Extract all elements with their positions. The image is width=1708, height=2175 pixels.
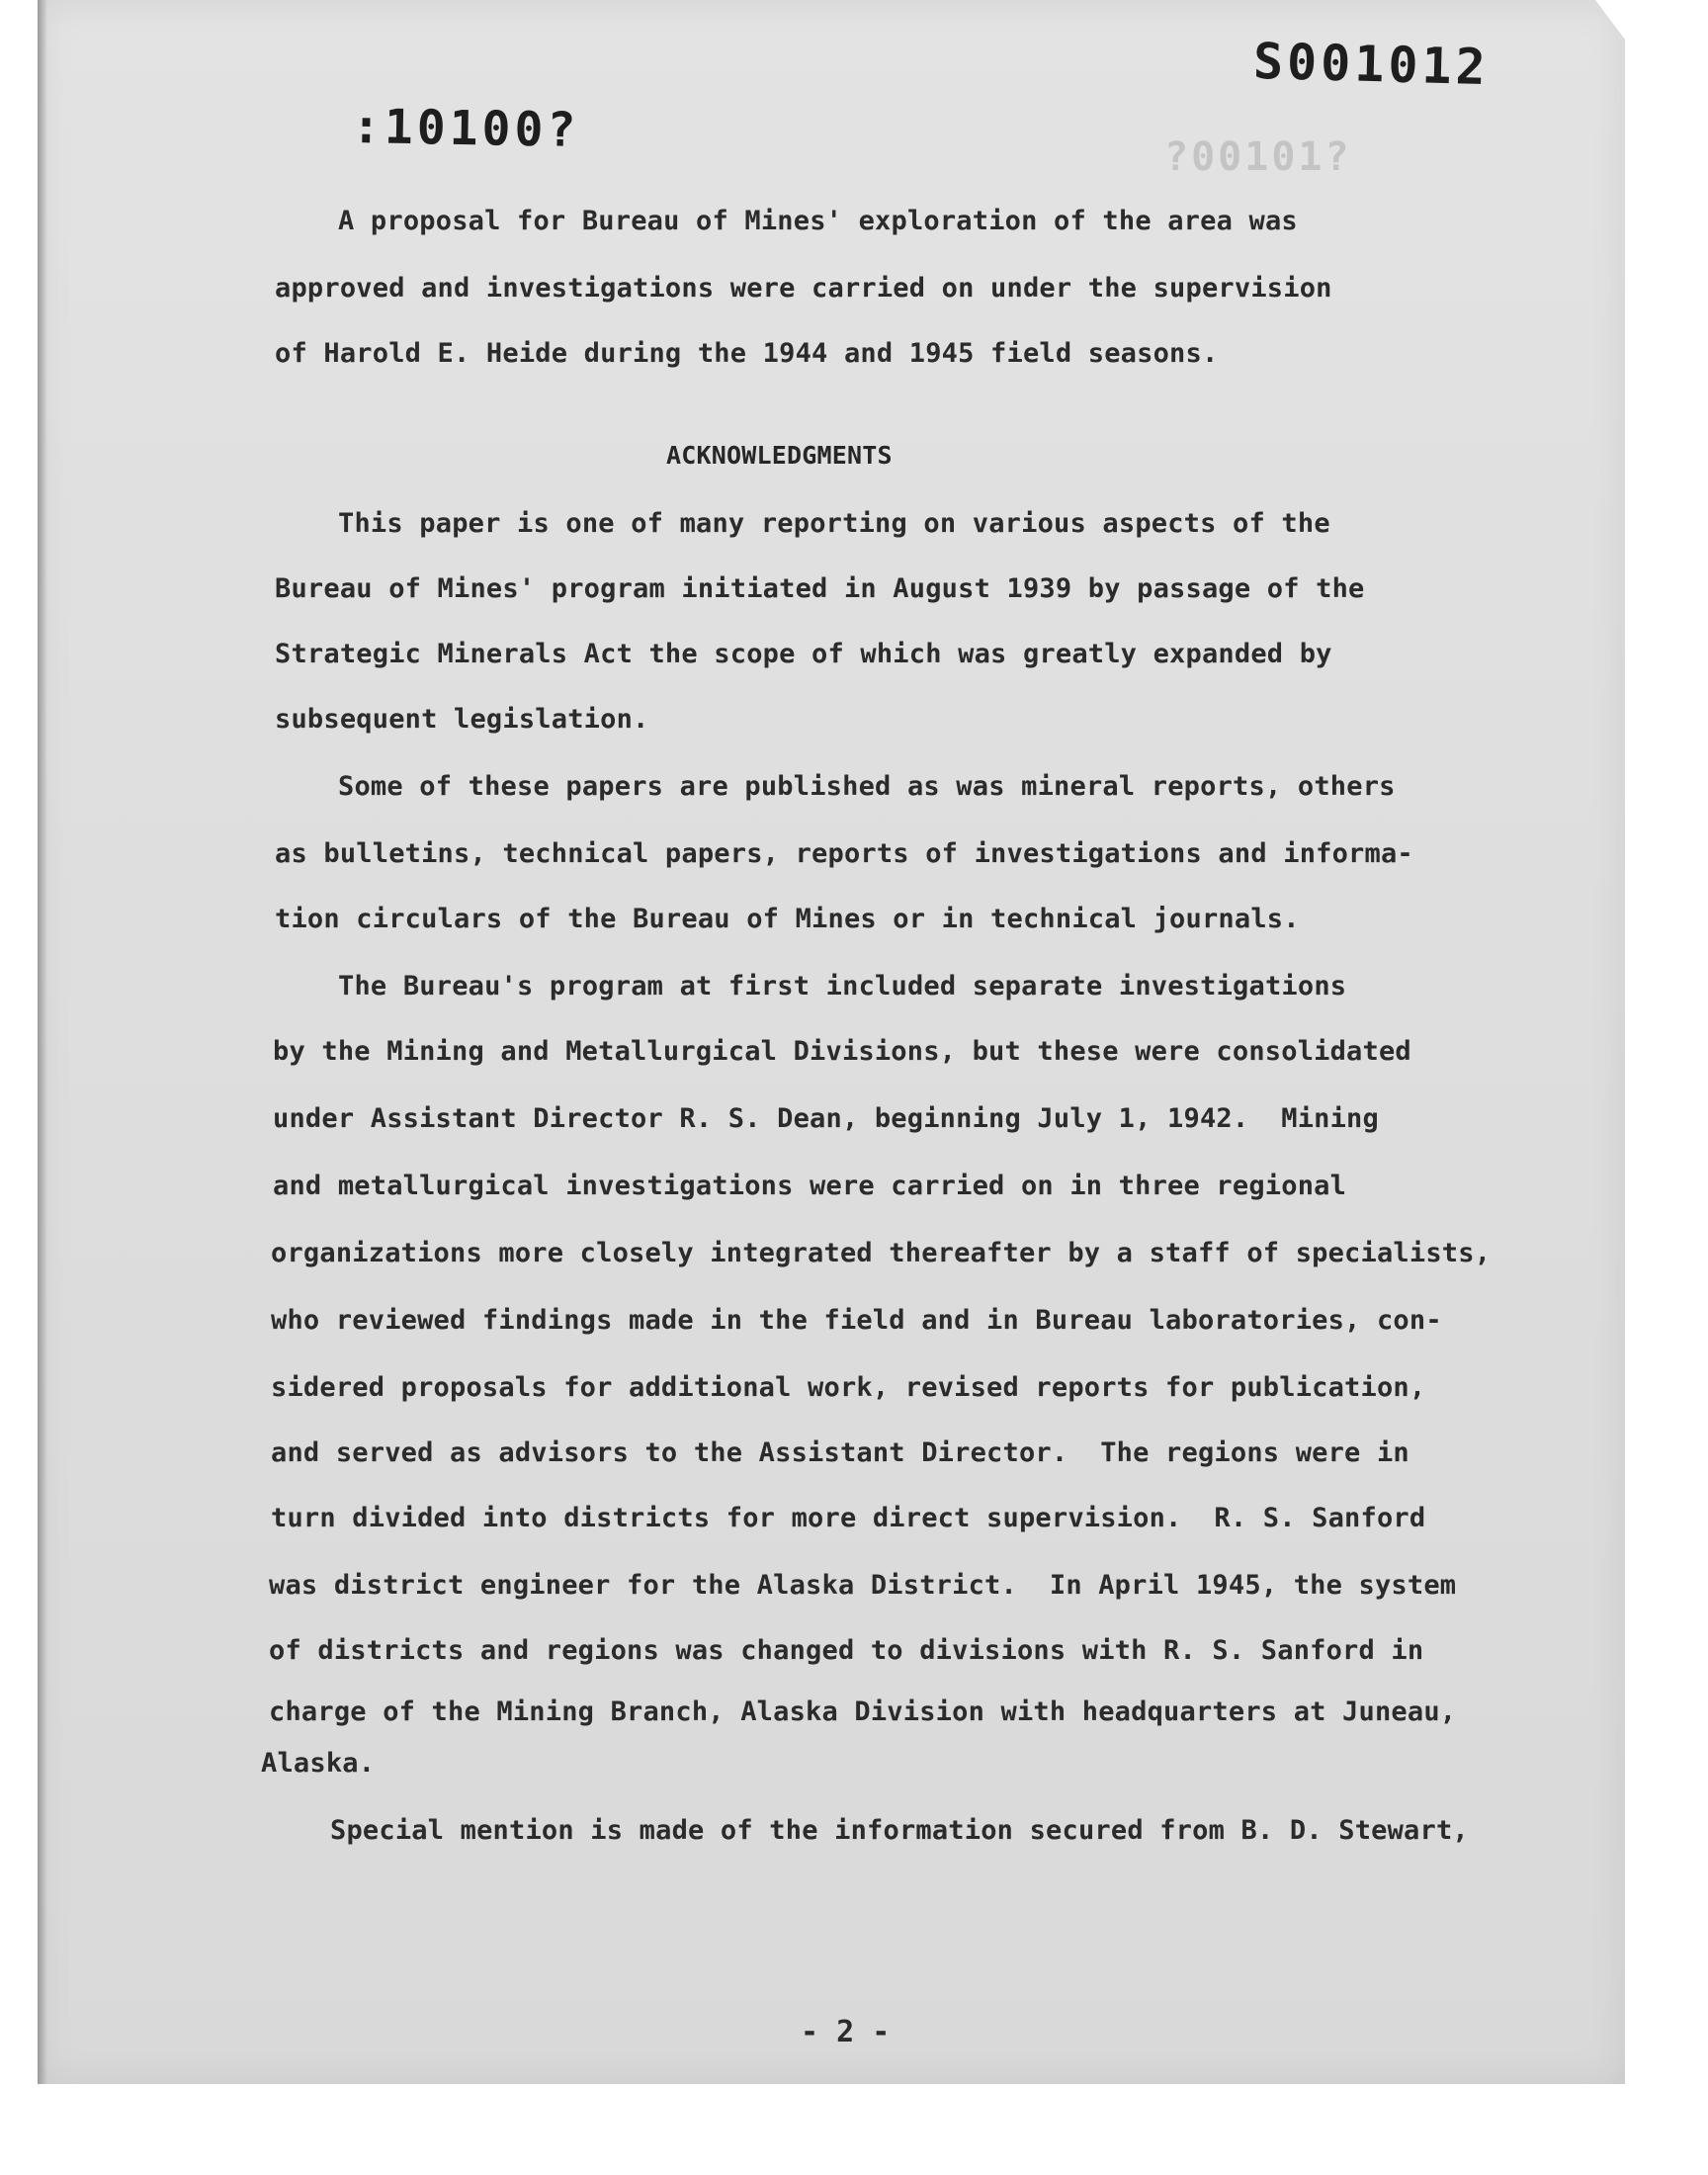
- text-line: turn divided into districts for more direct supervision. R. S. Sanford: [271, 1503, 1426, 1533]
- text-line: Strategic Minerals Act the scope of which was greatly expanded by: [275, 639, 1332, 669]
- text-line: under Assistant Director R. S. Dean, beginning July 1, 1942. Mining: [273, 1103, 1379, 1134]
- text-line: This paper is one of many reporting on various aspects of the: [338, 508, 1330, 539]
- text-line: sidered proposals for additional work, revised reports for publication,: [271, 1372, 1426, 1403]
- text-line: organizations more closely integrated thereafter by a staff of specialists,: [271, 1238, 1492, 1268]
- text-line: and served as advisors to the Assistant Director. The regions were in: [271, 1437, 1409, 1468]
- text-line: who reviewed findings made in the field and in Bureau laboratories, con-: [271, 1305, 1442, 1336]
- text-line: of districts and regions was changed to divisions with R. S. Sanford in: [269, 1635, 1424, 1666]
- text-line: Special mention is made of the information secured from B. D. Stewart,: [330, 1815, 1469, 1846]
- page-corner-fold: [1595, 0, 1625, 40]
- text-line: of Harold E. Heide during the 1944 and 1945 field seasons.: [275, 338, 1219, 369]
- archive-number-stamp: :10100?: [351, 98, 580, 159]
- text-line: tion circulars of the Bureau of Mines or in technical journals.: [275, 904, 1300, 934]
- text-line: as bulletins, technical papers, reports of investigations and informa-: [275, 838, 1413, 869]
- document-number-stamp: S001012: [1252, 32, 1491, 97]
- text-line: Bureau of Mines' program initiated in August 1939 by passage of the: [275, 573, 1365, 604]
- page-number: - 2 -: [801, 2015, 891, 2049]
- text-line: A proposal for Bureau of Mines' exploration of the area was: [338, 206, 1298, 236]
- document-page: [38, 0, 1625, 2084]
- text-line: The Bureau's program at first included separate investigations: [338, 971, 1347, 1001]
- faint-number-stamp: ?00101?: [1164, 134, 1352, 180]
- text-line: approved and investigations were carried on under the supervision: [275, 273, 1332, 304]
- text-line: Some of these papers are published as was mineral reports, others: [338, 771, 1396, 802]
- text-line: was district engineer for the Alaska District. In April 1945, the system: [269, 1570, 1457, 1601]
- text-line: by the Mining and Metallurgical Divisions, but these were consolidated: [273, 1036, 1411, 1067]
- section-heading: ACKNOWLEDGMENTS: [666, 441, 893, 470]
- text-line: and metallurgical investigations were carried on in three regional: [273, 1171, 1347, 1201]
- text-line: Alaska.: [261, 1748, 376, 1779]
- text-line: charge of the Mining Branch, Alaska Division with headquarters at Juneau,: [269, 1696, 1457, 1727]
- text-line: subsequent legislation.: [275, 704, 649, 735]
